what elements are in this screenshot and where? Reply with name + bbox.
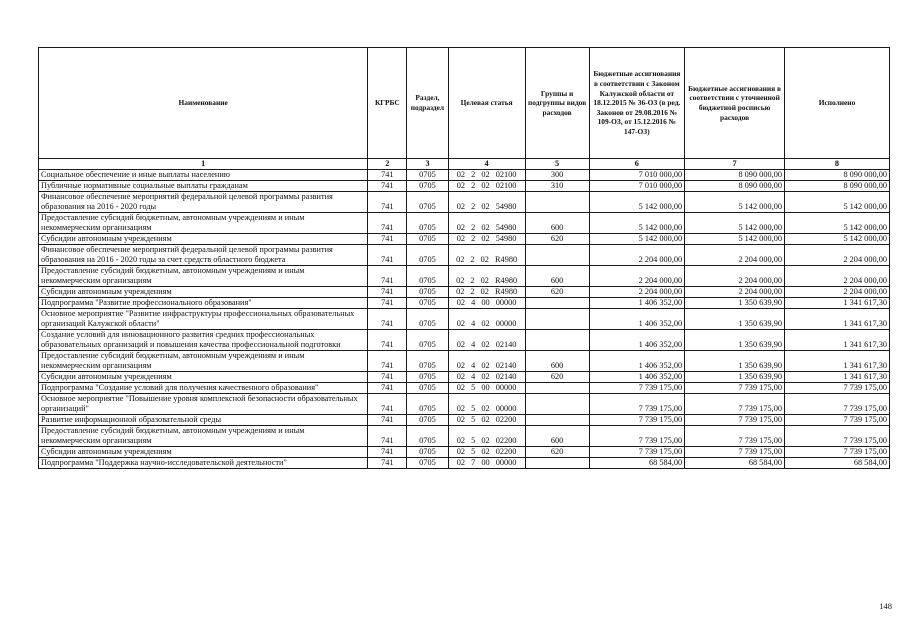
row-executed-amount: 8 090 000,00 xyxy=(785,170,890,181)
row-group xyxy=(525,415,589,426)
row-section: 0705 xyxy=(407,234,448,245)
table-row xyxy=(39,234,890,245)
row-executed-amount: 7 739 175,00 xyxy=(785,383,890,394)
table-row xyxy=(39,426,890,447)
row-target: 02 2 02 54980 xyxy=(448,234,525,245)
row-kgrbs: 741 xyxy=(368,245,407,266)
row-group xyxy=(525,394,589,415)
row-target: 02 4 02 02140 xyxy=(448,351,525,372)
table-row xyxy=(39,287,890,298)
header-section: Раздел, подраздел xyxy=(407,48,448,159)
row-law-amount: 2 204 000,00 xyxy=(589,287,685,298)
row-target: 02 2 02 54980 xyxy=(448,192,525,213)
row-refined-amount: 2 204 000,00 xyxy=(685,287,785,298)
row-target: 02 2 02 R4980 xyxy=(448,266,525,287)
row-group: 310 xyxy=(525,181,589,192)
row-section: 0705 xyxy=(407,245,448,266)
column-number: 2 xyxy=(368,159,407,170)
row-group xyxy=(525,458,589,469)
row-section: 0705 xyxy=(407,394,448,415)
row-section: 0705 xyxy=(407,330,448,351)
row-group: 620 xyxy=(525,372,589,383)
row-executed-amount: 1 341 617,30 xyxy=(785,351,890,372)
row-name: Субсидии автономным учреждениям xyxy=(39,234,368,245)
column-number: 3 xyxy=(407,159,448,170)
row-refined-amount: 8 090 000,00 xyxy=(685,170,785,181)
row-kgrbs: 741 xyxy=(368,330,407,351)
row-target: 02 4 02 02140 xyxy=(448,330,525,351)
row-refined-amount: 68 584,00 xyxy=(685,458,785,469)
row-kgrbs: 741 xyxy=(368,213,407,234)
row-target: 02 2 02 02100 xyxy=(448,170,525,181)
table-row xyxy=(39,309,890,330)
row-refined-amount: 2 204 000,00 xyxy=(685,266,785,287)
row-name: Основное мероприятие "Развитие инфраструктуры профессиональных образовательных организаций Калужской области" xyxy=(39,309,368,330)
row-refined-amount: 5 142 000,00 xyxy=(685,192,785,213)
row-refined-amount: 1 350 639,90 xyxy=(685,351,785,372)
row-law-amount: 5 142 000,00 xyxy=(589,234,685,245)
column-number: 7 xyxy=(685,159,785,170)
row-law-amount: 2 204 000,00 xyxy=(589,266,685,287)
row-group xyxy=(525,245,589,266)
row-law-amount: 7 010 000,00 xyxy=(589,181,685,192)
header-groups: Группы и подгруппы видов расходов xyxy=(525,48,589,159)
row-name: Финансовое обеспечение мероприятий федеральной целевой программы развития образования на 2016 - 2020 годы xyxy=(39,192,368,213)
row-law-amount: 7 739 175,00 xyxy=(589,447,685,458)
row-law-amount: 1 406 352,00 xyxy=(589,330,685,351)
row-section: 0705 xyxy=(407,192,448,213)
row-refined-amount: 8 090 000,00 xyxy=(685,181,785,192)
table-row xyxy=(39,415,890,426)
row-group xyxy=(525,298,589,309)
row-law-amount: 1 406 352,00 xyxy=(589,309,685,330)
table-row xyxy=(39,181,890,192)
header-name: Наименование xyxy=(39,48,368,159)
row-section: 0705 xyxy=(407,309,448,330)
row-refined-amount: 1 350 639,90 xyxy=(685,298,785,309)
row-refined-amount: 1 350 639,90 xyxy=(685,372,785,383)
column-number: 4 xyxy=(448,159,525,170)
row-name: Публичные нормативные социальные выплаты гражданам xyxy=(39,181,368,192)
table-row xyxy=(39,330,890,351)
row-refined-amount: 1 350 639,90 xyxy=(685,309,785,330)
row-kgrbs: 741 xyxy=(368,181,407,192)
row-target: 02 5 02 02200 xyxy=(448,447,525,458)
row-section: 0705 xyxy=(407,426,448,447)
row-group: 620 xyxy=(525,234,589,245)
row-kgrbs: 741 xyxy=(368,458,407,469)
header-executed: Исполнено xyxy=(785,48,890,159)
row-name: Финансовое обеспечение мероприятий федеральной целевой программы развития образования на 2016 - 2020 годы за счет средств областного бюджета xyxy=(39,245,368,266)
row-law-amount: 68 584,00 xyxy=(589,458,685,469)
header-kgrbs: КГРБС xyxy=(368,48,407,159)
row-executed-amount: 5 142 000,00 xyxy=(785,234,890,245)
row-law-amount: 1 406 352,00 xyxy=(589,298,685,309)
header-refined: Бюджетные ассигнования в соответствии с уточненной бюджетной росписью расходов xyxy=(685,48,785,159)
row-group xyxy=(525,383,589,394)
row-law-amount: 7 739 175,00 xyxy=(589,394,685,415)
row-target: 02 4 02 02140 xyxy=(448,372,525,383)
column-number: 8 xyxy=(785,159,890,170)
row-kgrbs: 741 xyxy=(368,234,407,245)
row-refined-amount: 7 739 175,00 xyxy=(685,426,785,447)
row-target: 02 5 02 02200 xyxy=(448,415,525,426)
row-section: 0705 xyxy=(407,447,448,458)
row-executed-amount: 7 739 175,00 xyxy=(785,415,890,426)
row-name: Подпрограмма "Развитие профессионального образования" xyxy=(39,298,368,309)
row-target: 02 5 02 00000 xyxy=(448,394,525,415)
row-group xyxy=(525,309,589,330)
row-name: Предоставление субсидий бюджетным, автономным учреждениям и иным некоммерческим организациям xyxy=(39,351,368,372)
row-target: 02 2 02 54980 xyxy=(448,213,525,234)
row-refined-amount: 7 739 175,00 xyxy=(685,415,785,426)
row-group xyxy=(525,192,589,213)
row-refined-amount: 5 142 000,00 xyxy=(685,234,785,245)
row-kgrbs: 741 xyxy=(368,415,407,426)
row-section: 0705 xyxy=(407,287,448,298)
row-kgrbs: 741 xyxy=(368,372,407,383)
row-kgrbs: 741 xyxy=(368,426,407,447)
row-target: 02 5 02 02200 xyxy=(448,426,525,447)
row-section: 0705 xyxy=(407,266,448,287)
row-section: 0705 xyxy=(407,415,448,426)
table-row xyxy=(39,298,890,309)
row-name: Социальное обеспечение и иные выплаты населению xyxy=(39,170,368,181)
table-row xyxy=(39,192,890,213)
table-header-row xyxy=(39,48,890,159)
row-law-amount: 5 142 000,00 xyxy=(589,192,685,213)
row-kgrbs: 741 xyxy=(368,170,407,181)
row-group: 300 xyxy=(525,170,589,181)
row-name: Подпрограмма "Создание условий для получения качественного образования" xyxy=(39,383,368,394)
column-number: 5 xyxy=(525,159,589,170)
row-executed-amount: 5 142 000,00 xyxy=(785,213,890,234)
row-law-amount: 7 739 175,00 xyxy=(589,383,685,394)
row-name: Создание условий для инновационного развития средних профессиональных образовательных организаций и повышения качества профессиональной подготовки xyxy=(39,330,368,351)
row-group: 620 xyxy=(525,447,589,458)
row-executed-amount: 1 341 617,30 xyxy=(785,298,890,309)
row-name: Субсидии автономным учреждениям xyxy=(39,287,368,298)
row-law-amount: 7 010 000,00 xyxy=(589,170,685,181)
row-law-amount: 2 204 000,00 xyxy=(589,245,685,266)
table-row xyxy=(39,394,890,415)
row-refined-amount: 7 739 175,00 xyxy=(685,383,785,394)
table-row xyxy=(39,213,890,234)
row-kgrbs: 741 xyxy=(368,351,407,372)
row-section: 0705 xyxy=(407,383,448,394)
header-law: Бюджетные ассигнования в соответствии с Законом Калужской области от 18.12.2015 № 36-ОЗ (в ред. Законов от 29.08.2016 № 109-ОЗ, от 15.12.2016 № 147-ОЗ) xyxy=(589,48,685,159)
row-section: 0705 xyxy=(407,213,448,234)
row-name: Подпрограмма "Поддержка научно-исследовательской деятельности" xyxy=(39,458,368,469)
row-executed-amount: 1 341 617,30 xyxy=(785,372,890,383)
table-row xyxy=(39,383,890,394)
row-name: Субсидии автономным учреждениям xyxy=(39,372,368,383)
column-number: 1 xyxy=(39,159,368,170)
row-law-amount: 1 406 352,00 xyxy=(589,372,685,383)
row-refined-amount: 7 739 175,00 xyxy=(685,394,785,415)
row-executed-amount: 2 204 000,00 xyxy=(785,287,890,298)
row-section: 0705 xyxy=(407,351,448,372)
row-target: 02 4 00 00000 xyxy=(448,298,525,309)
row-executed-amount: 1 341 617,30 xyxy=(785,309,890,330)
row-law-amount: 7 739 175,00 xyxy=(589,426,685,447)
row-name: Предоставление субсидий бюджетным, автономным учреждениям и иным некоммерческим организациям xyxy=(39,266,368,287)
row-kgrbs: 741 xyxy=(368,287,407,298)
row-name: Субсидии автономным учреждениям xyxy=(39,447,368,458)
row-section: 0705 xyxy=(407,170,448,181)
row-target: 02 4 02 00000 xyxy=(448,309,525,330)
row-refined-amount: 7 739 175,00 xyxy=(685,447,785,458)
table-row xyxy=(39,458,890,469)
row-name: Предоставление субсидий бюджетным, автономным учреждениям и иным некоммерческим организациям xyxy=(39,426,368,447)
row-kgrbs: 741 xyxy=(368,192,407,213)
row-name: Развитие информационной образовательной среды xyxy=(39,415,368,426)
row-group: 600 xyxy=(525,213,589,234)
column-number-row xyxy=(39,159,890,170)
row-law-amount: 1 406 352,00 xyxy=(589,351,685,372)
row-law-amount: 5 142 000,00 xyxy=(589,213,685,234)
row-target: 02 7 00 00000 xyxy=(448,458,525,469)
row-section: 0705 xyxy=(407,181,448,192)
row-executed-amount: 2 204 000,00 xyxy=(785,245,890,266)
row-executed-amount: 7 739 175,00 xyxy=(785,447,890,458)
row-name: Основное мероприятие "Повышение уровня комплексной безопасности образовательных организаций" xyxy=(39,394,368,415)
row-executed-amount: 8 090 000,00 xyxy=(785,181,890,192)
budget-table xyxy=(38,47,890,469)
table-row xyxy=(39,372,890,383)
row-group: 600 xyxy=(525,426,589,447)
row-section: 0705 xyxy=(407,458,448,469)
table-row xyxy=(39,447,890,458)
table-row xyxy=(39,351,890,372)
page-number: 148 xyxy=(879,601,892,611)
row-kgrbs: 741 xyxy=(368,298,407,309)
table-row xyxy=(39,245,890,266)
table-row xyxy=(39,266,890,287)
row-kgrbs: 741 xyxy=(368,383,407,394)
row-target: 02 2 02 R4980 xyxy=(448,287,525,298)
row-section: 0705 xyxy=(407,298,448,309)
row-group: 600 xyxy=(525,351,589,372)
row-executed-amount: 68 584,00 xyxy=(785,458,890,469)
row-executed-amount: 2 204 000,00 xyxy=(785,266,890,287)
row-kgrbs: 741 xyxy=(368,394,407,415)
row-executed-amount: 1 341 617,30 xyxy=(785,330,890,351)
row-kgrbs: 741 xyxy=(368,266,407,287)
row-target: 02 2 02 02100 xyxy=(448,181,525,192)
row-executed-amount: 7 739 175,00 xyxy=(785,426,890,447)
row-group: 620 xyxy=(525,287,589,298)
row-group xyxy=(525,330,589,351)
row-name: Предоставление субсидий бюджетным, автономным учреждениям и иным некоммерческим организациям xyxy=(39,213,368,234)
row-refined-amount: 5 142 000,00 xyxy=(685,213,785,234)
row-law-amount: 7 739 175,00 xyxy=(589,415,685,426)
row-target: 02 5 00 00000 xyxy=(448,383,525,394)
column-number: 6 xyxy=(589,159,685,170)
row-target: 02 2 02 R4980 xyxy=(448,245,525,266)
row-executed-amount: 5 142 000,00 xyxy=(785,192,890,213)
row-section: 0705 xyxy=(407,372,448,383)
table-row xyxy=(39,170,890,181)
row-group: 600 xyxy=(525,266,589,287)
row-kgrbs: 741 xyxy=(368,447,407,458)
row-kgrbs: 741 xyxy=(368,309,407,330)
row-executed-amount: 7 739 175,00 xyxy=(785,394,890,415)
row-refined-amount: 2 204 000,00 xyxy=(685,245,785,266)
row-refined-amount: 1 350 639,90 xyxy=(685,330,785,351)
header-target: Целевая статья xyxy=(448,48,525,159)
